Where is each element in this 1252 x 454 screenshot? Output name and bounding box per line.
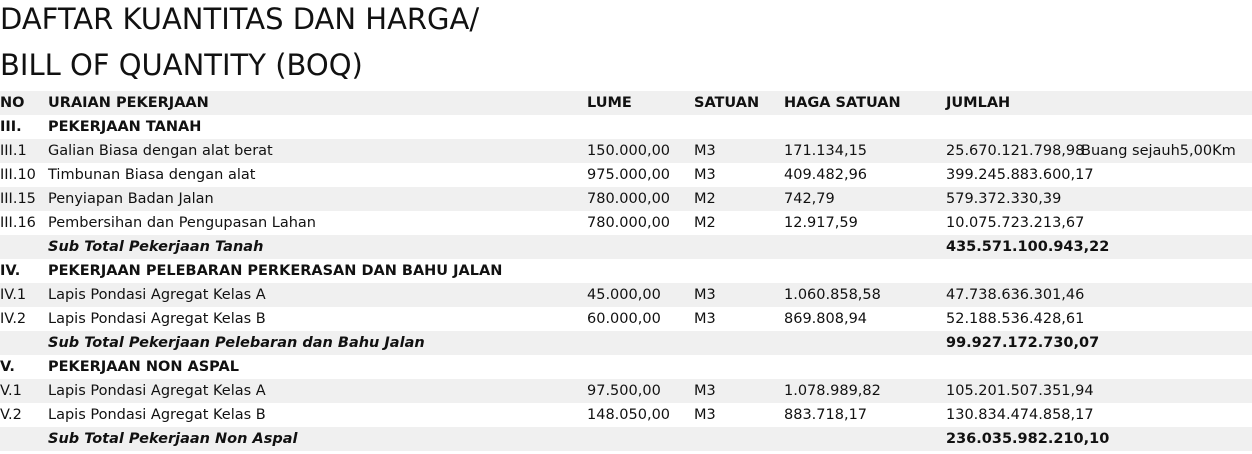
subtotal-row — [0, 427, 1252, 451]
cell-total: 25.670.121.798,98 — [946, 143, 1085, 159]
table-row — [0, 139, 1252, 163]
cell-description: Lapis Pondasi Agregat Kelas A — [48, 383, 266, 399]
cell-unit: M3 — [694, 167, 716, 183]
cell-unit-price: 742,79 — [784, 191, 835, 207]
subtotal-row — [0, 235, 1252, 259]
header-unit-price: HAGA SATUAN — [784, 95, 901, 111]
cell-no: IV.2 — [0, 311, 27, 327]
cell-no: III.16 — [0, 215, 36, 231]
table-row — [0, 163, 1252, 187]
table-header-row — [0, 91, 1252, 115]
cell-description: Sub Total Pekerjaan Tanah — [48, 239, 264, 255]
section-row — [0, 355, 1252, 379]
cell-unit: M3 — [694, 383, 716, 399]
cell-no: III.1 — [0, 143, 27, 159]
cell-unit: M2 — [694, 191, 716, 207]
table-row — [0, 211, 1252, 235]
cell-unit: M3 — [694, 287, 716, 303]
cell-no: V.2 — [0, 407, 22, 423]
header-description: URAIAN PEKERJAAN — [48, 95, 209, 111]
cell-total: 579.372.330,39 — [946, 191, 1062, 207]
cell-unit: M3 — [694, 143, 716, 159]
cell-description: Penyiapan Badan Jalan — [48, 191, 214, 207]
header-no: NO — [0, 95, 25, 111]
cell-no: V.1 — [0, 383, 22, 399]
table-body — [0, 115, 1252, 451]
cell-description: Galian Biasa dengan alat berat — [48, 143, 273, 159]
cell-description: PEKERJAAN TANAH — [48, 119, 202, 135]
cell-no: III.10 — [0, 167, 36, 183]
header-unit: SATUAN — [694, 95, 760, 111]
cell-total: 399.245.883.600,17 — [946, 167, 1094, 183]
cell-description: PEKERJAAN NON ASPAL — [48, 359, 239, 375]
cell-description: Lapis Pondasi Agregat Kelas B — [48, 311, 266, 327]
cell-description: Timbunan Biasa dengan alat — [48, 167, 256, 183]
cell-unit: M3 — [694, 311, 716, 327]
boq-table — [0, 91, 1252, 451]
header-volume: LUME — [587, 95, 632, 111]
page-title-line-2: BILL OF QUANTITY (BOQ) — [0, 48, 363, 82]
cell-description: Sub Total Pekerjaan Non Aspal — [48, 431, 298, 447]
cell-volume: 780.000,00 — [587, 191, 671, 207]
table-row — [0, 283, 1252, 307]
cell-no: III. — [0, 119, 22, 135]
cell-no: IV. — [0, 263, 21, 279]
subtotal-row — [0, 331, 1252, 355]
cell-volume: 97.500,00 — [587, 383, 661, 399]
table-row — [0, 403, 1252, 427]
section-row — [0, 259, 1252, 283]
cell-total: 10.075.723.213,67 — [946, 215, 1085, 231]
page-title-line-1: DAFTAR KUANTITAS DAN HARGA/ — [0, 2, 480, 36]
cell-total: 130.834.474.858,17 — [946, 407, 1094, 423]
cell-total: 47.738.636.301,46 — [946, 287, 1085, 303]
cell-unit-price: 1.060.858,58 — [784, 287, 881, 303]
table-row — [0, 379, 1252, 403]
cell-total: 236.035.982.210,10 — [946, 431, 1110, 447]
table-row — [0, 187, 1252, 211]
cell-unit: M3 — [694, 407, 716, 423]
cell-total: 435.571.100.943,22 — [946, 239, 1110, 255]
cell-description: Lapis Pondasi Agregat Kelas B — [48, 407, 266, 423]
cell-description: Lapis Pondasi Agregat Kelas A — [48, 287, 266, 303]
cell-volume: 148.050,00 — [587, 407, 671, 423]
cell-no: IV.1 — [0, 287, 27, 303]
cell-unit: M2 — [694, 215, 716, 231]
cell-unit-price: 883.718,17 — [784, 407, 868, 423]
cell-volume: 150.000,00 — [587, 143, 671, 159]
table-row — [0, 307, 1252, 331]
cell-total: 99.927.172.730,07 — [946, 335, 1100, 351]
cell-unit-price: 12.917,59 — [784, 215, 858, 231]
cell-total: 105.201.507.351,94 — [946, 383, 1094, 399]
cell-unit-price: 869.808,94 — [784, 311, 868, 327]
cell-no: III.15 — [0, 191, 36, 207]
cell-unit-price: 1.078.989,82 — [784, 383, 881, 399]
cell-description: Sub Total Pekerjaan Pelebaran dan Bahu Jalan — [48, 335, 425, 351]
cell-volume: 60.000,00 — [587, 311, 661, 327]
cell-no: V. — [0, 359, 15, 375]
cell-volume: 975.000,00 — [587, 167, 671, 183]
cell-description: Pembersihan dan Pengupasan Lahan — [48, 215, 316, 231]
cell-unit-price: 171.134,15 — [784, 143, 868, 159]
header-total: JUMLAH — [946, 95, 1011, 111]
cell-volume: 45.000,00 — [587, 287, 661, 303]
section-row — [0, 115, 1252, 139]
cell-unit-price: 409.482,96 — [784, 167, 868, 183]
cell-volume: 780.000,00 — [587, 215, 671, 231]
cell-note: Buang sejauh5,00Km — [1081, 143, 1236, 159]
cell-description: PEKERJAAN PELEBARAN PERKERASAN DAN BAHU JALAN — [48, 263, 503, 279]
cell-total: 52.188.536.428,61 — [946, 311, 1085, 327]
